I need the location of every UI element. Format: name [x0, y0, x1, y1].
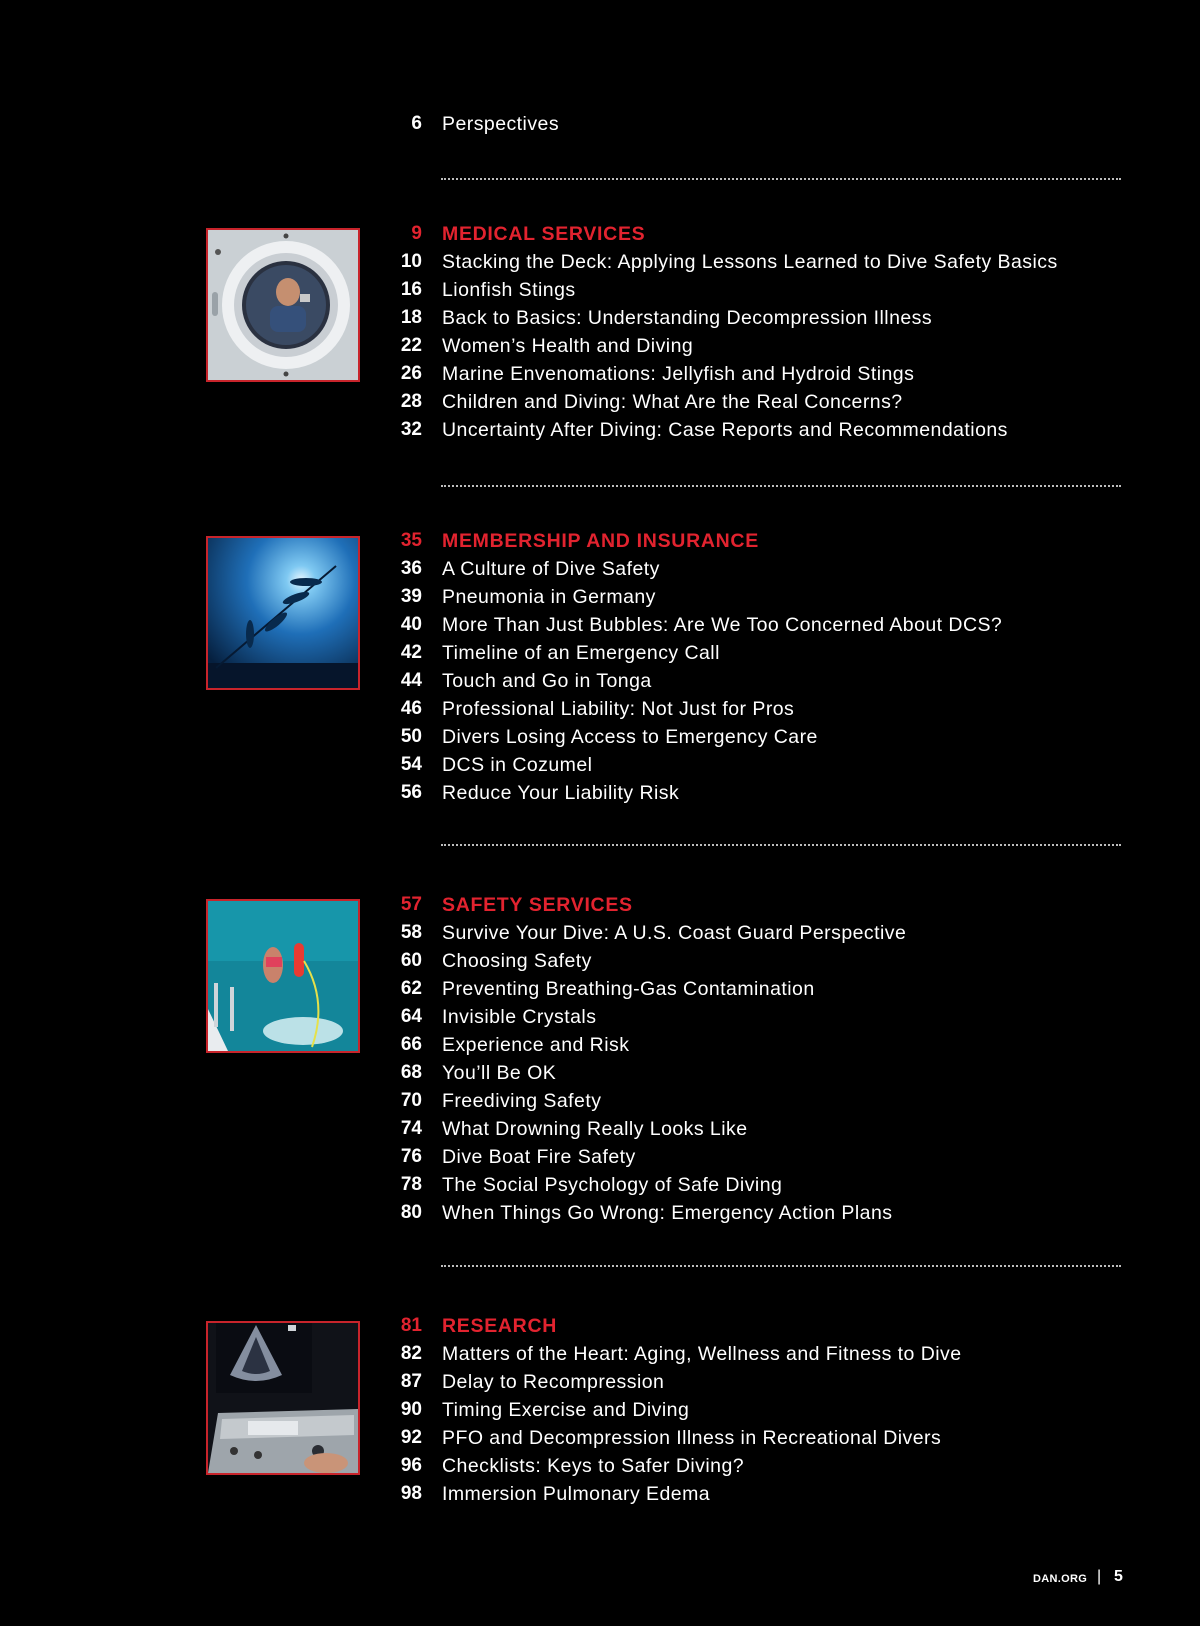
toc-page-number: 66	[400, 1034, 422, 1055]
section-page-number: 81	[400, 1315, 422, 1336]
toc-page-number: 44	[400, 670, 422, 691]
toc-entry[interactable]	[0, 1031, 1200, 1059]
toc-entry[interactable]	[0, 276, 1200, 304]
toc-entry[interactable]	[0, 1452, 1200, 1480]
toc-entry[interactable]	[0, 416, 1200, 444]
toc-entry[interactable]	[0, 779, 1200, 807]
toc-title: Women’s Health and Diving	[442, 335, 694, 357]
toc-entry[interactable]	[0, 919, 1200, 947]
toc-entry[interactable]	[0, 611, 1200, 639]
toc-entry[interactable]	[0, 1087, 1200, 1115]
toc-title: Divers Losing Access to Emergency Care	[442, 726, 818, 748]
toc-title: Back to Basics: Understanding Decompression Illness	[442, 307, 933, 329]
toc-entry[interactable]	[0, 583, 1200, 611]
section-heading-membership-and-insurance[interactable]	[0, 527, 1200, 555]
toc-page-number: 6	[411, 113, 422, 134]
toc-page-number: 62	[400, 978, 422, 999]
toc-title: Marine Envenomations: Jellyfish and Hydroid Stings	[442, 363, 915, 385]
toc-page-number: 87	[400, 1371, 422, 1392]
section-heading-title: MEDICAL SERVICES	[442, 223, 646, 245]
toc-page-number: 70	[400, 1090, 422, 1111]
toc-entry[interactable]	[0, 1199, 1200, 1227]
toc-title: Dive Boat Fire Safety	[442, 1146, 636, 1168]
toc-entry[interactable]	[0, 1059, 1200, 1087]
toc-page-number: 28	[400, 391, 422, 412]
footer-separator: |	[1097, 1568, 1102, 1585]
toc-title: Matters of the Heart: Aging, Wellness and Fitness to Dive	[442, 1343, 962, 1365]
toc-title: Perspectives	[442, 113, 560, 135]
toc-page-number: 82	[400, 1343, 422, 1364]
toc-title: Touch and Go in Tonga	[442, 670, 652, 692]
toc-page-number: 96	[400, 1455, 422, 1476]
section-divider	[441, 485, 1121, 487]
toc-page-number: 22	[400, 335, 422, 356]
toc-page-number: 40	[400, 614, 422, 635]
toc-entry[interactable]	[0, 1396, 1200, 1424]
section-page-number: 9	[411, 223, 422, 244]
toc-entry[interactable]	[0, 1340, 1200, 1368]
toc-title: Professional Liability: Not Just for Pros	[442, 698, 795, 720]
section-page-number: 57	[400, 894, 422, 915]
toc-page-number: 26	[400, 363, 422, 384]
page-footer	[1020, 1567, 1130, 1591]
toc-entry[interactable]	[0, 1480, 1200, 1508]
toc-page-number: 36	[400, 558, 422, 579]
toc-entry-perspectives[interactable]	[0, 110, 1200, 138]
toc-page-number: 68	[400, 1062, 422, 1083]
toc-page-number: 76	[400, 1146, 422, 1167]
toc-entry[interactable]	[0, 639, 1200, 667]
toc-title: Survive Your Dive: A U.S. Coast Guard Perspective	[442, 922, 907, 944]
toc-page-number: 98	[400, 1483, 422, 1504]
toc-page-number: 10	[400, 251, 422, 272]
toc-title: Preventing Breathing-Gas Contamination	[442, 978, 815, 1000]
toc-page-number: 80	[400, 1202, 422, 1223]
toc-title: More Than Just Bubbles: Are We Too Concerned About DCS?	[442, 614, 1003, 636]
section-heading-research[interactable]	[0, 1312, 1200, 1340]
toc-page-number: 46	[400, 698, 422, 719]
footer-site-link[interactable]: DAN.ORG	[1033, 1573, 1088, 1585]
toc-entry[interactable]	[0, 332, 1200, 360]
section-divider	[441, 178, 1121, 180]
toc-entry[interactable]	[0, 304, 1200, 332]
toc-title: Children and Diving: What Are the Real Concerns?	[442, 391, 903, 413]
toc-title: Checklists: Keys to Safer Diving?	[442, 1455, 745, 1477]
section-heading-medical-services[interactable]	[0, 220, 1200, 248]
toc-title: Reduce Your Liability Risk	[442, 782, 680, 804]
toc-page-number: 64	[400, 1006, 422, 1027]
toc-title: PFO and Decompression Illness in Recreational Divers	[442, 1427, 942, 1449]
toc-title: Immersion Pulmonary Edema	[442, 1483, 711, 1505]
toc-entry[interactable]	[0, 1143, 1200, 1171]
toc-title: Choosing Safety	[442, 950, 592, 972]
toc-title: DCS in Cozumel	[442, 754, 593, 776]
section-heading-safety-services[interactable]	[0, 891, 1200, 919]
toc-title: You’ll Be OK	[442, 1062, 557, 1084]
section-page-number: 35	[400, 530, 422, 551]
toc-page-number: 18	[400, 307, 422, 328]
toc-page-number: 92	[400, 1427, 422, 1448]
toc-title: Timing Exercise and Diving	[442, 1399, 690, 1421]
toc-title: Uncertainty After Diving: Case Reports and Recommendations	[442, 419, 1008, 441]
section-divider	[441, 844, 1121, 846]
toc-title: Invisible Crystals	[442, 1006, 597, 1028]
toc-entry[interactable]	[0, 975, 1200, 1003]
toc-title: Lionfish Stings	[442, 279, 576, 301]
toc-title: The Social Psychology of Safe Diving	[442, 1174, 783, 1196]
toc-page-number: 56	[400, 782, 422, 803]
section-heading-title: MEMBERSHIP AND INSURANCE	[442, 530, 759, 552]
toc-entry[interactable]	[0, 695, 1200, 723]
toc-page-number: 32	[400, 419, 422, 440]
toc-entry[interactable]	[0, 1115, 1200, 1143]
toc-page-number: 78	[400, 1174, 422, 1195]
toc-entry[interactable]	[0, 1424, 1200, 1452]
toc-entry[interactable]	[0, 248, 1200, 276]
section-heading-title: SAFETY SERVICES	[442, 894, 633, 916]
toc-entry[interactable]	[0, 1171, 1200, 1199]
footer-page-number: 5	[1114, 1568, 1123, 1585]
toc-page-number: 54	[400, 754, 422, 775]
toc-entry[interactable]	[0, 723, 1200, 751]
toc-page-number: 39	[400, 586, 422, 607]
toc-entry[interactable]	[0, 1368, 1200, 1396]
toc-page-number: 58	[400, 922, 422, 943]
toc-entry[interactable]	[0, 360, 1200, 388]
toc-entry[interactable]	[0, 751, 1200, 779]
toc-page-number: 60	[400, 950, 422, 971]
toc-page-number: 90	[400, 1399, 422, 1420]
toc-entry[interactable]	[0, 947, 1200, 975]
toc-title: A Culture of Dive Safety	[442, 558, 660, 580]
toc-title: Experience and Risk	[442, 1034, 630, 1056]
toc-entry[interactable]	[0, 1003, 1200, 1031]
toc-entry[interactable]	[0, 667, 1200, 695]
toc-entry[interactable]	[0, 388, 1200, 416]
toc-title: Timeline of an Emergency Call	[442, 642, 720, 664]
toc-title: Stacking the Deck: Applying Lessons Learned to Dive Safety Basics	[442, 251, 1058, 273]
toc-title: Delay to Recompression	[442, 1371, 665, 1393]
toc-entry[interactable]	[0, 555, 1200, 583]
toc-title: Freediving Safety	[442, 1090, 602, 1112]
toc-title: Pneumonia in Germany	[442, 586, 656, 608]
toc-title: When Things Go Wrong: Emergency Action Plans	[442, 1202, 893, 1224]
toc-page-number: 42	[400, 642, 422, 663]
toc-page-number: 74	[400, 1118, 422, 1139]
toc-page-number: 50	[400, 726, 422, 747]
toc-title: What Drowning Really Looks Like	[442, 1118, 748, 1140]
toc-page-number: 16	[400, 279, 422, 300]
section-heading-title: RESEARCH	[442, 1315, 558, 1337]
section-divider	[441, 1265, 1121, 1267]
